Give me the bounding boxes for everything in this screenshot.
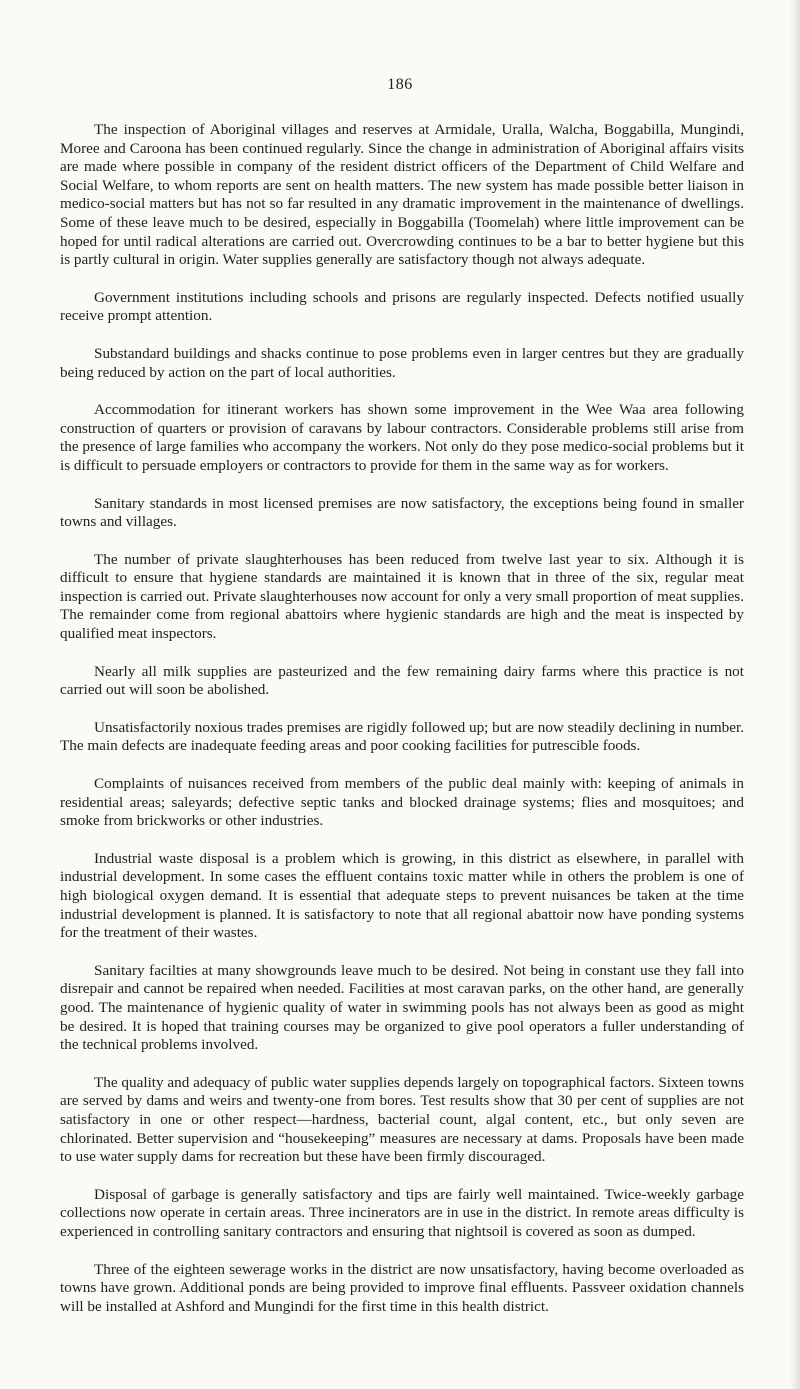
page-edge-shadow: [790, 0, 800, 1389]
paragraph-slaughterhouses: The number of private slaughterhouses has been reduced from twelve last year to six. Although it is difficult to ensure that hygiene standards are maintained it is known that in three of the six, regular meat inspection is carried out. Private slaughterhouses now account for only a very small proportion of meat supplies. The remainder come from regional abattoirs where hygienic standards are high and the meat is inspected by qualified meat inspectors.: [60, 550, 744, 643]
paragraph-aboriginal-villages: The inspection of Aboriginal villages and reserves at Armidale, Uralla, Walcha, Boggabilla, Mungindi, Moree and Caroona has been continued regularly. Since the change in administration of Aboriginal affairs visits are made where possible in company of the resident district officers of the Department of Child Welfare and Social Welfare, to whom reports are sent on health matters. The new system has made possible better liaison in medico-social matters but has not so far resulted in any dramatic improvement in the maintenance of dwellings. Some of these leave much to be desired, especially in Boggabilla (Toomelah) where little improvement can be hoped for until radical alterations are carried out. Overcrowding continues to be a bar to better hygiene but this is partly cultural in origin. Water supplies generally are satisfactory though not always adequate.: [60, 121, 744, 269]
paragraph-nuisance-complaints: Complaints of nuisances received from members of the public deal mainly with: keeping of animals in residential areas; saleyards; defective septic tanks and blocked drainage systems; flies and mosquitoes; and smoke from brickworks or other industries.: [60, 775, 744, 830]
paragraph-itinerant-workers: Accommodation for itinerant workers has shown some improvement in the Wee Waa area following construction of quarters or provision of caravans by labour contractors. Considerable problems still arise from the presence of large families who accompany the workers. Not only do they pose medico-social problems but it is difficult to persuade employers or contractors to provide for them in the same way as for workers.: [60, 401, 744, 474]
paragraph-noxious-trades: Unsatisfactorily noxious trades premises are rigidly followed up; but are now steadily declining in number. The main defects are inadequate feeding areas and poor cooking facilities for putrescible foods.: [60, 718, 744, 755]
paragraph-sewerage-works: Three of the eighteen sewerage works in the district are now unsatisfactory, having become overloaded as towns have grown. Additional ponds are being provided to improve final effluents. Passveer oxidation channels will be installed at Ashford and Mungindi for the first time in this health district.: [60, 1260, 744, 1315]
page-number: 186: [387, 76, 413, 93]
paragraph-substandard-buildings: Substandard buildings and shacks continue to pose problems even in larger centres but they are gradually being reduced by action on the part of local authorities.: [60, 344, 744, 381]
paragraph-milk-supplies: Nearly all milk supplies are pasteurized and the few remaining dairy farms where this practice is not carried out will soon be abolished.: [60, 662, 744, 699]
paragraph-garbage-disposal: Disposal of garbage is generally satisfactory and tips are fairly well maintained. Twice-weekly garbage collections now operate in certain areas. Three incinerators are in use in the district. In remote areas difficulty is experienced in controlling sanitary contractors and ensuring that nightsoil is covered as soon as dumped.: [60, 1185, 744, 1240]
paragraph-government-institutions: Government institutions including schools and prisons are regularly inspected. Defects notified usually receive prompt attention.: [60, 288, 744, 325]
paragraph-water-supplies: The quality and adequacy of public water supplies depends largely on topographical factors. Sixteen towns are served by dams and weirs and twenty-one from bores. Test results show that 30 per cent of supplies are not satisfactory in one or other respect—hardness, bacterial count, algal content, etc., but only seven are chlorinated. Better supervision and “housekeeping” measures are necessary at dams. Proposals have been made to use water supply dams for recreation but these have been firmly discouraged.: [60, 1073, 744, 1166]
body-text: [60, 121, 744, 1335]
paragraph-licensed-premises: Sanitary standards in most licensed premises are now satisfactory, the exceptions being found in smaller towns and villages.: [60, 494, 744, 531]
paragraph-industrial-waste: Industrial waste disposal is a problem which is growing, in this district as elsewhere, in parallel with industrial development. In some cases the effluent contains toxic matter while in others the problem is one of high biological oxygen demand. It is essential that adequate steps to prevent nuisances be taken at the time industrial development is planned. It is satisfactory to note that all regional abattoir now have ponding systems for the treatment of their wastes.: [60, 849, 744, 942]
paragraph-showgrounds: Sanitary facilties at many showgrounds leave much to be desired. Not being in constant use they fall into disrepair and cannot be repaired when needed. Facilities at most caravan parks, on the other hand, are generally good. The maintenance of hygienic quality of water in swimming pools has not always been as good as might be desired. It is hoped that training courses may be organized to give pool operators a fuller understanding of the technical problems involved.: [60, 961, 744, 1054]
